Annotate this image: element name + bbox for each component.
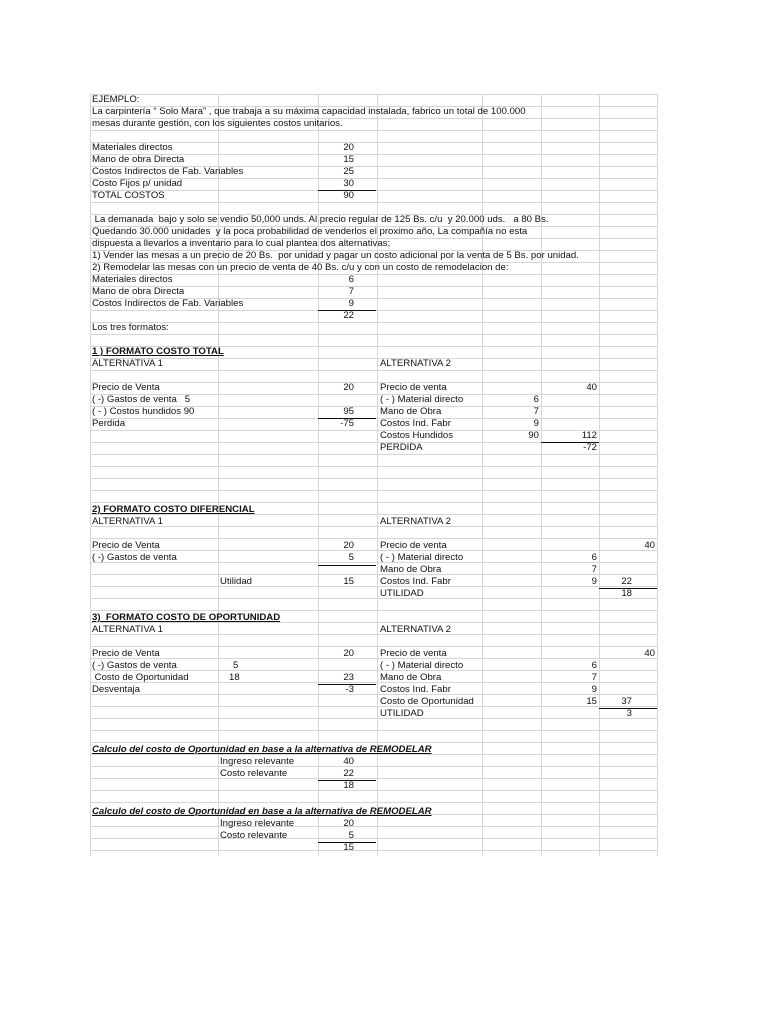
grid-row-line <box>90 538 657 539</box>
calc-row-value: 22 <box>343 768 354 779</box>
calc-row-label: Ingreso relevante <box>220 818 295 829</box>
grid-row-line <box>90 466 657 467</box>
alt1-row-mid: 18 <box>229 672 240 683</box>
grid-row-line <box>90 766 657 767</box>
alt1-row-label: Precio de Venta <box>92 648 160 659</box>
remodel-total-value: 22 <box>343 310 354 321</box>
alt2-result-value: 18 <box>621 588 632 599</box>
grid-row-line <box>90 850 657 851</box>
alt2-row-total: 37 <box>621 696 632 707</box>
alt2-row-total: 40 <box>644 540 655 551</box>
alt2-row-label: Costos Ind. Fabr <box>380 684 451 695</box>
alt2-row-label: Costos Ind. Fabr <box>380 576 451 587</box>
grid-row-line <box>90 274 657 275</box>
calc-row-label: Costo relevante <box>220 830 288 841</box>
format-2-title: 2) FORMATO COSTO DIFERENCIAL <box>92 504 255 515</box>
remodel-cost-value: 9 <box>348 298 354 309</box>
alt2-row-label: Mano de Obra <box>380 406 442 417</box>
demand-text: 1) Vender las mesas a un precio de 20 Bs. por unidad y pagar un costo adicional por la venta de 5 Bs. por unidad. <box>92 250 579 261</box>
alt1-row-value: 20 <box>343 648 354 659</box>
grid-row-line <box>90 730 657 731</box>
calc-row-label: Costo relevante <box>220 768 288 779</box>
format-1-title: 1 ) FORMATO COSTO TOTAL <box>92 346 224 357</box>
alt2-row-sub: 90 <box>528 430 539 441</box>
unit-cost-label: Mano de obra Directa <box>92 154 185 165</box>
alt1-result-value: -3 <box>345 684 354 695</box>
grid-row-line <box>90 334 657 335</box>
remodel-cost-value: 6 <box>348 274 354 285</box>
grid-row-line <box>90 322 657 323</box>
alt2-row-label: ( - ) Material directo <box>380 660 464 671</box>
alt2-row-total: 112 <box>581 430 597 441</box>
alt1-result-label: Utilidad <box>220 576 252 587</box>
grid-row-line <box>90 610 657 611</box>
alt1-row-label: Precio de Venta <box>92 382 160 393</box>
calc-row-value: 20 <box>343 818 354 829</box>
alt2-row-total: 40 <box>644 648 655 659</box>
remodel-cost-label: Costos Indirectos de Fab. Variables <box>92 298 244 309</box>
grid-row-line <box>90 658 657 659</box>
grid-row-line <box>90 598 657 599</box>
alt1-row-mid: 5 <box>233 660 239 671</box>
total-costs-value: 90 <box>343 190 354 201</box>
calc-row-value: 5 <box>348 830 354 841</box>
grid-row-line <box>90 838 657 839</box>
alt2-row-label: ( - ) Material directo <box>380 394 464 405</box>
opportunity-calc-title: Calculo del costo de Oportunidad en base a la alternativa de REMODELAR <box>92 744 432 755</box>
grid-row-line <box>90 550 657 551</box>
grid-row-line <box>90 646 657 647</box>
grid-row-line <box>90 130 657 131</box>
alt2-row-sub: 6 <box>591 660 597 671</box>
alt1-row-value: 20 <box>343 540 354 551</box>
grid-row-line <box>90 142 657 143</box>
sum-underline <box>318 565 376 566</box>
alt1-row-label: ( -) Gastos de venta <box>92 552 177 563</box>
alternative-2-title: ALTERNATIVA 2 <box>380 358 451 369</box>
grid-row-line <box>90 778 657 779</box>
alt1-row-label: ( - ) Costos hundidos 90 <box>92 406 195 417</box>
grid-row-line <box>90 358 657 359</box>
alt2-row-sub: 6 <box>591 552 597 563</box>
alt1-row-value: 5 <box>348 552 354 563</box>
alt2-row-sub: 15 <box>586 696 597 707</box>
formats-label: Los tres formatos: <box>92 322 169 333</box>
alt2-row-sub: 9 <box>533 418 539 429</box>
alt2-row-label: Costos Ind. Fabr <box>380 418 451 429</box>
unit-cost-value: 15 <box>343 154 354 165</box>
unit-cost-value: 30 <box>343 178 354 189</box>
alt1-result-label: Desventaja <box>92 684 140 695</box>
grid-row-line <box>90 790 657 791</box>
opportunity-calc-title: Calculo del costo de Oportunidad en base a la alternativa de REMODELAR <box>92 806 432 817</box>
grid-row-line <box>90 478 657 479</box>
alt2-row-label: ( - ) Material directo <box>380 552 464 563</box>
total-costs-label: TOTAL COSTOS <box>92 190 165 201</box>
alternative-1-title: ALTERNATIVA 1 <box>92 358 163 369</box>
demand-text: La demanada bajo y solo se vendio 50,000 unds. Al precio regular de 125 Bs. c/u y 20.000 uds. a 80 Bs. <box>92 214 549 225</box>
alt1-row-value: 20 <box>343 382 354 393</box>
alt2-row-label: Costo de Oportunidad <box>380 696 474 707</box>
grid-row-line <box>90 370 657 371</box>
alt2-row-label: Precio de venta <box>380 540 447 551</box>
alt2-row-total: 22 <box>621 576 632 587</box>
alt2-result-label: UTILIDAD <box>380 708 424 719</box>
alt2-row-sub: 9 <box>591 684 597 695</box>
grid-row-line <box>90 526 657 527</box>
calc-result-value: 18 <box>343 780 354 791</box>
alt2-result-label: UTILIDAD <box>380 588 424 599</box>
alt2-row-sub: 7 <box>591 564 597 575</box>
unit-cost-value: 25 <box>343 166 354 177</box>
grid-row-line <box>90 490 657 491</box>
alt1-row-value: 23 <box>343 672 354 683</box>
example-heading: EJEMPLO: <box>92 94 140 105</box>
alt2-row-label: Costos Hundidos <box>380 430 454 441</box>
demand-text: 2) Remodelar las mesas con un precio de venta de 40 Bs. c/u y con un costo de remodelacion de: <box>92 262 509 273</box>
grid-row-line <box>90 454 657 455</box>
alt1-result-label: Perdida <box>92 418 126 429</box>
alternative-2-title: ALTERNATIVA 2 <box>380 624 451 635</box>
alt1-row-label: Precio de Venta <box>92 540 160 551</box>
grid-row-line <box>90 202 657 203</box>
alt1-result-value: -75 <box>340 418 354 429</box>
alt1-row-label: ( -) Gastos de venta <box>92 660 177 671</box>
format-3-title: 3) FORMATO COSTO DE OPORTUNIDAD <box>92 612 281 623</box>
unit-cost-label: Costo Fijos p/ unidad <box>92 178 183 189</box>
grid-row-line <box>90 742 657 743</box>
alt2-row-total: 40 <box>586 382 597 393</box>
alt2-row-label: Precio de venta <box>380 648 447 659</box>
alt1-row-label: ( -) Gastos de venta 5 <box>92 394 191 405</box>
alt1-row-value: 95 <box>343 406 354 417</box>
calc-result-value: 15 <box>343 842 354 853</box>
calc-row-value: 40 <box>343 756 354 767</box>
grid-row-line <box>90 94 657 95</box>
demand-text: dispuesta a llevarlos a inventario para lo cual plantea dos alternativas; <box>92 238 391 249</box>
grid-row-line <box>90 826 657 827</box>
intro-text: La carpintería “ Solo Mara” , que trabaja a su máxima capacidad instalada, fabrico un total de 100.000 <box>92 106 526 117</box>
intro-text: mesas durante gestión, con los siguientes costos unitarios. <box>92 118 343 129</box>
alternative-1-title: ALTERNATIVA 1 <box>92 516 163 527</box>
alt2-row-label: Mano de Obra <box>380 564 442 575</box>
alt2-row-sub: 9 <box>591 576 597 587</box>
grid-row-line <box>90 502 657 503</box>
alt2-row-sub: 7 <box>591 672 597 683</box>
unit-cost-label: Materiales directos <box>92 142 173 153</box>
demand-text: Quedando 30.000 unidades y la poca probabilidad de venderlos el proximo año, La compañía no esta <box>92 226 528 237</box>
alt1-result-value: 15 <box>343 576 354 587</box>
alt2-result-value: -72 <box>583 442 597 453</box>
calc-row-label: Ingreso relevante <box>220 756 295 767</box>
alt2-row-label: Precio de venta <box>380 382 447 393</box>
unit-cost-label: Costos Indirectos de Fab. Variables <box>92 166 244 177</box>
alternative-1-title: ALTERNATIVA 1 <box>92 624 163 635</box>
alt1-row-label: Costo de Oportunidad <box>92 672 189 683</box>
grid-col-line <box>657 94 658 856</box>
alt2-result-label: PERDIDA <box>380 442 423 453</box>
remodel-cost-label: Mano de obra Directa <box>92 286 185 297</box>
grid-row-line <box>90 718 657 719</box>
grid-row-line <box>90 634 657 635</box>
alt2-row-sub: 6 <box>533 394 539 405</box>
unit-cost-value: 20 <box>343 142 354 153</box>
alternative-2-title: ALTERNATIVA 2 <box>380 516 451 527</box>
grid-row-line <box>90 802 657 803</box>
remodel-cost-label: Materiales directos <box>92 274 173 285</box>
remodel-cost-value: 7 <box>348 286 354 297</box>
alt2-result-value: 3 <box>626 708 632 719</box>
alt2-row-label: Mano de Obra <box>380 672 442 683</box>
alt2-row-sub: 7 <box>533 406 539 417</box>
